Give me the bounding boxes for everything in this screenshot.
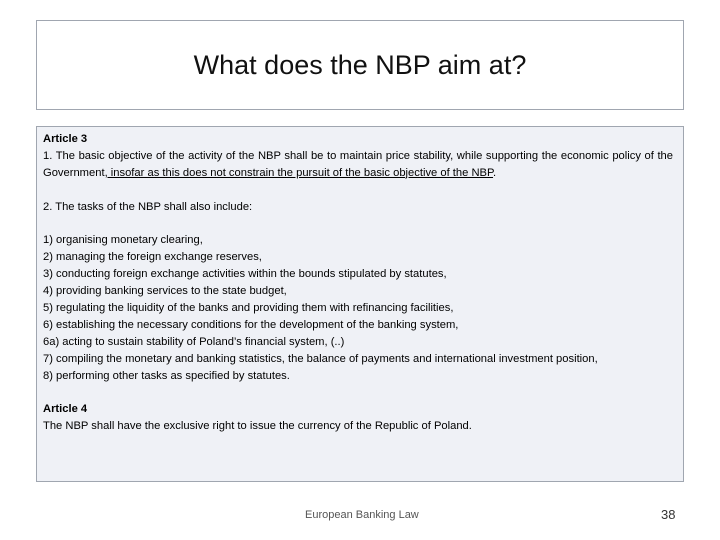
task-item-7: 7) compiling the monetary and banking statistics, the balance of payments and international investment position,	[43, 352, 598, 365]
page-number: 38	[661, 507, 676, 522]
article-4-heading: Article 4	[43, 403, 88, 416]
article-3-heading: Article 3	[43, 133, 88, 145]
article-4-text: The NBP shall have the exclusive right to issue the currency of the Republic of Poland.	[43, 420, 472, 433]
footer-text: European Banking Law	[305, 509, 419, 521]
article-3-paragraph-1	[43, 148, 673, 182]
paragraph-1-underlined-text: , insofar as this does not constrain the pursuit of the basic objective of the NBP	[104, 166, 494, 179]
task-item-1: 1) organising monetary clearing,	[43, 234, 203, 247]
task-item-5: 5) regulating the liquidity of the banks and providing them with refinancing facilities,	[43, 302, 454, 315]
task-item-6a: 6a) acting to sustain stability of Poland’s financial system, (..)	[43, 335, 345, 348]
task-item-6: 6) establishing the necessary conditions for the development of the banking system,	[43, 318, 459, 331]
task-item-3: 3) conducting foreign exchange activities within the bounds stipulated by statutes,	[43, 268, 447, 281]
paragraph-1-end: .	[493, 166, 497, 179]
task-item-4: 4) providing banking services to the state budget,	[43, 285, 287, 298]
task-item-8: 8) performing other tasks as specified by statutes.	[43, 369, 290, 382]
title-box	[36, 20, 684, 110]
slide-title: What does the NBP aim at?	[193, 49, 527, 80]
content-box	[36, 126, 684, 482]
article-3-paragraph-2: 2. The tasks of the NBP shall also include:	[43, 200, 253, 213]
paragraph-1-text: 1. The basic objective of the activity of the NBP shall be to maintain price stability, while supporting the economic policy of the Government	[43, 149, 673, 179]
task-item-2: 2) managing the foreign exchange reserves,	[43, 251, 262, 264]
